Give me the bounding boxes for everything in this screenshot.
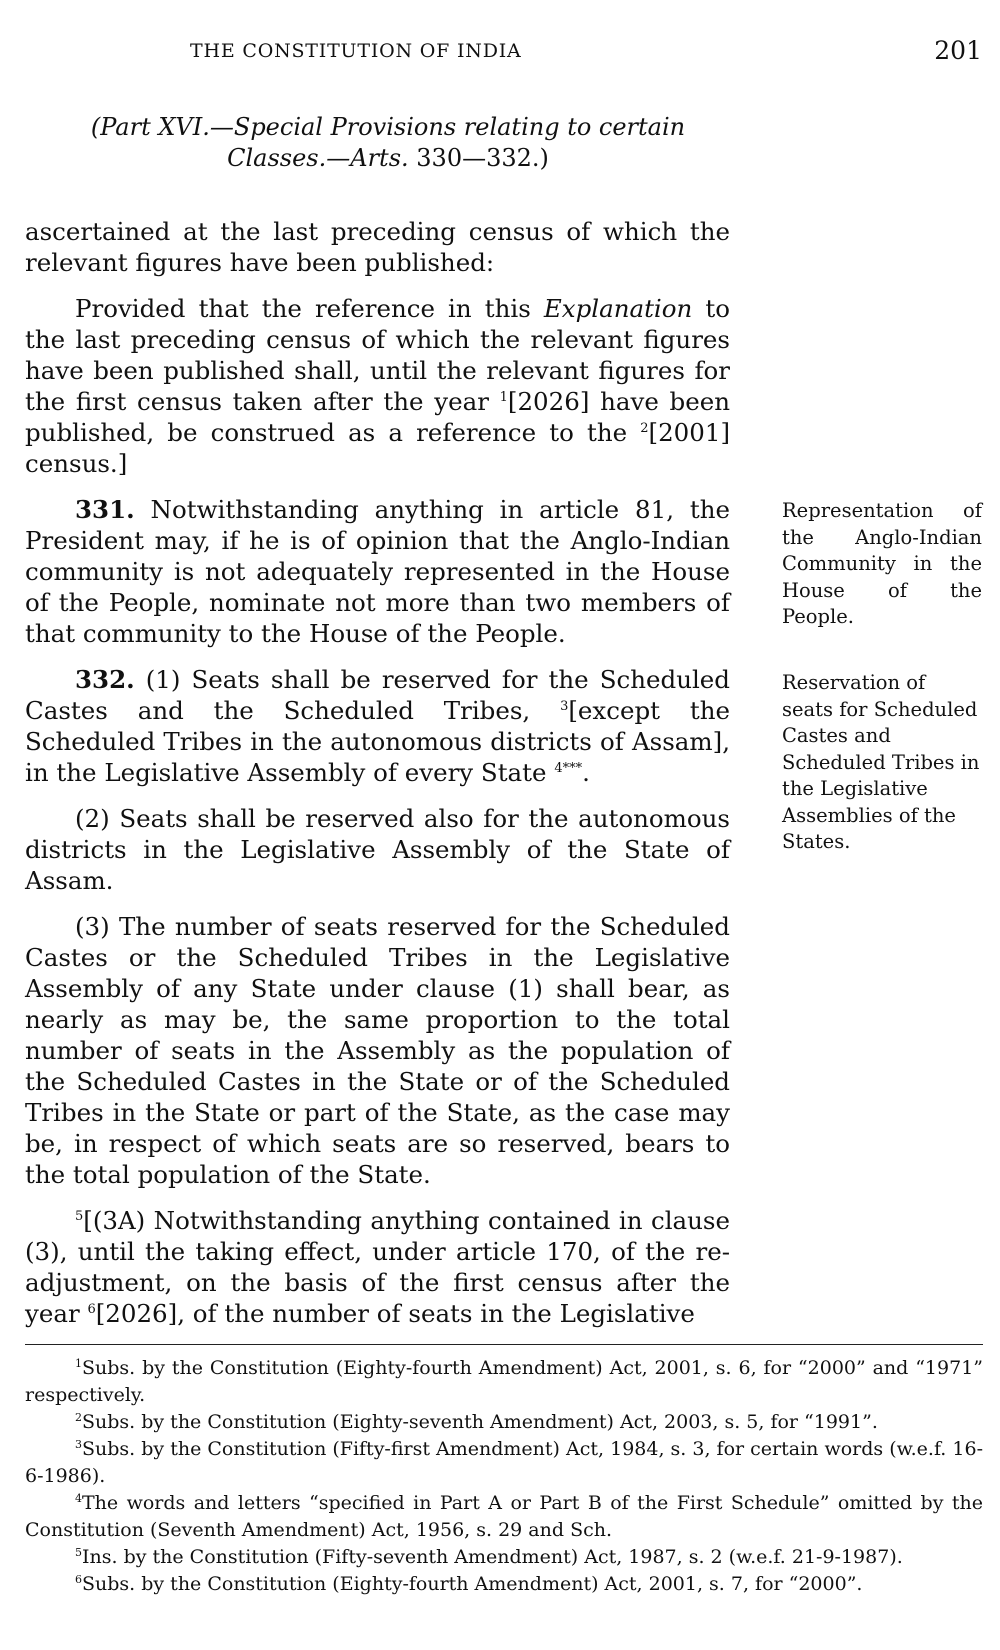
footnote-mark: 6 — [75, 1573, 82, 1586]
footnote-text: Subs. by the Constitution (Fifty-first Amendment) Act, 1984, s. 3, for certain words (w.e.f. 16-6-1986). — [25, 1438, 983, 1487]
main-text — [25, 216, 730, 1344]
article-332-clause-2: (2) Seats shall be reserved also for the autonomous districts in the Legislative Assembly of the State of Assam. — [25, 804, 730, 895]
footnote-ref-4[interactable]: 4*** — [554, 761, 583, 776]
footnote — [25, 1436, 983, 1490]
article-332-number: 332. — [75, 665, 135, 694]
proviso-text-b: to the last preceding census of which the relevant figures have been published shall, until the relevant figures for the first census taken after the year — [25, 294, 730, 416]
clause-1-text-c: . — [582, 758, 590, 787]
footnote — [25, 1544, 983, 1571]
footnote-ref-1[interactable]: 1 — [499, 390, 508, 405]
running-title: THE CONSTITUTION OF INDIA — [190, 40, 522, 62]
article-331 — [25, 494, 730, 649]
footnote-text: Ins. by the Constitution (Fifty-seventh Amendment) Act, 1987, s. 2 (w.e.f. 21-9-1987). — [82, 1546, 903, 1568]
article-331-number: 331. — [75, 495, 135, 524]
footnote-ref-5[interactable]: 5 — [75, 1209, 84, 1224]
part-heading-line2 — [88, 143, 688, 174]
footnote-ref-3[interactable]: 3 — [560, 699, 569, 714]
page-header — [0, 36, 1000, 70]
part-heading-line2-plain: 330—332.) — [416, 144, 549, 172]
footnote-text: Subs. by the Constitution (Eighty-fourth Amendment) Act, 2001, s. 6, for “2000” and “1971” respectively. — [25, 1357, 983, 1406]
footnote-text: The words and letters “specified in Part A or Part B of the First Schedule” omitted by the Constitution (Seventh Amendment) Act, 1956, s. 29 and Sch. — [25, 1492, 983, 1541]
footnote-mark: 5 — [75, 1546, 82, 1559]
article-332-clause-3a — [25, 1205, 730, 1329]
clause-3a-text-b: [2026], of the number of seats in the Legislative — [95, 1299, 695, 1328]
proviso-text-d: [2001] census.] — [25, 418, 730, 478]
footnote-ref-2[interactable]: 2 — [640, 421, 649, 436]
footnote — [25, 1571, 983, 1598]
footnote-mark: 3 — [75, 1438, 82, 1451]
footnotes — [25, 1355, 983, 1598]
clause-1-text-b: [except the Scheduled Tribes in the autonomous districts of Assam], in the Legislative Assembly of every State — [25, 696, 730, 787]
footnote-mark: 2 — [75, 1411, 82, 1424]
footnote-text: Subs. by the Constitution (Eighty-seventh Amendment) Act, 2003, s. 5, for “1991”. — [82, 1411, 878, 1433]
article-332-clause-3: (3) The number of seats reserved for the Scheduled Castes or the Scheduled Tribes in the Legislative Assembly of any State under clause (1) shall bear, as nearly as may be, the same proportion to the total number of seats in the Assembly as the population of the Scheduled Castes in the State or of the Scheduled Tribes in the State or part of the State, as the case may be, in respect of which seats are so reserved, bears to the total population of the State. — [25, 912, 730, 1189]
marginal-note-article-331: Representation of the Anglo-Indian Community in the House of the People. — [782, 499, 982, 628]
clause-1-text-a: (1) Seats shall be reserved for the Scheduled Castes and the Scheduled Tribes, — [25, 665, 730, 725]
explanation-term: Explanation — [543, 294, 693, 323]
footnote-ref-6[interactable]: 6 — [87, 1302, 96, 1317]
footnote-text: Subs. by the Constitution (Eighty-fourth Amendment) Act, 2001, s. 7, for “2000”. — [82, 1573, 863, 1595]
footnote-mark: 1 — [75, 1357, 82, 1370]
proviso-text-a: Provided that the reference in this — [75, 294, 544, 323]
page-number: 201 — [934, 36, 982, 65]
footnote-divider — [25, 1344, 983, 1345]
proviso-text-c: [2026] have been published, be construed as a reference to the — [25, 387, 730, 447]
part-heading-line1: (Part XVI.—Special Provisions relating to certain — [90, 113, 686, 141]
part-heading-line2-italic: Classes.—Arts. — [227, 144, 409, 172]
marginal-note-article-332: Reservation of seats for Scheduled Castes and Scheduled Tribes in the Legislative Assemblies of the States. — [782, 671, 980, 853]
footnote — [25, 1409, 983, 1436]
part-heading — [88, 112, 688, 174]
paragraph-proviso — [25, 293, 730, 479]
footnote-mark: 4 — [75, 1492, 82, 1505]
clause-3a-text-a: [(3A) Notwithstanding anything contained in clause (3), until the taking effect, under article 170, of the re-adjustment, on the basis of the first census after the year — [25, 1206, 730, 1328]
article-332-clause-1 — [25, 664, 730, 788]
article-331-text: Notwithstanding anything in article 81, the President may, if he is of opinion that the Anglo-Indian community is not adequately represented in the House of the People, nominate not more than two members of that community to the House of the People. — [25, 495, 730, 648]
footnote — [25, 1355, 983, 1409]
paragraph-continuation: ascertained at the last preceding census of which the relevant figures have been published: — [25, 217, 730, 277]
footnote — [25, 1490, 983, 1544]
